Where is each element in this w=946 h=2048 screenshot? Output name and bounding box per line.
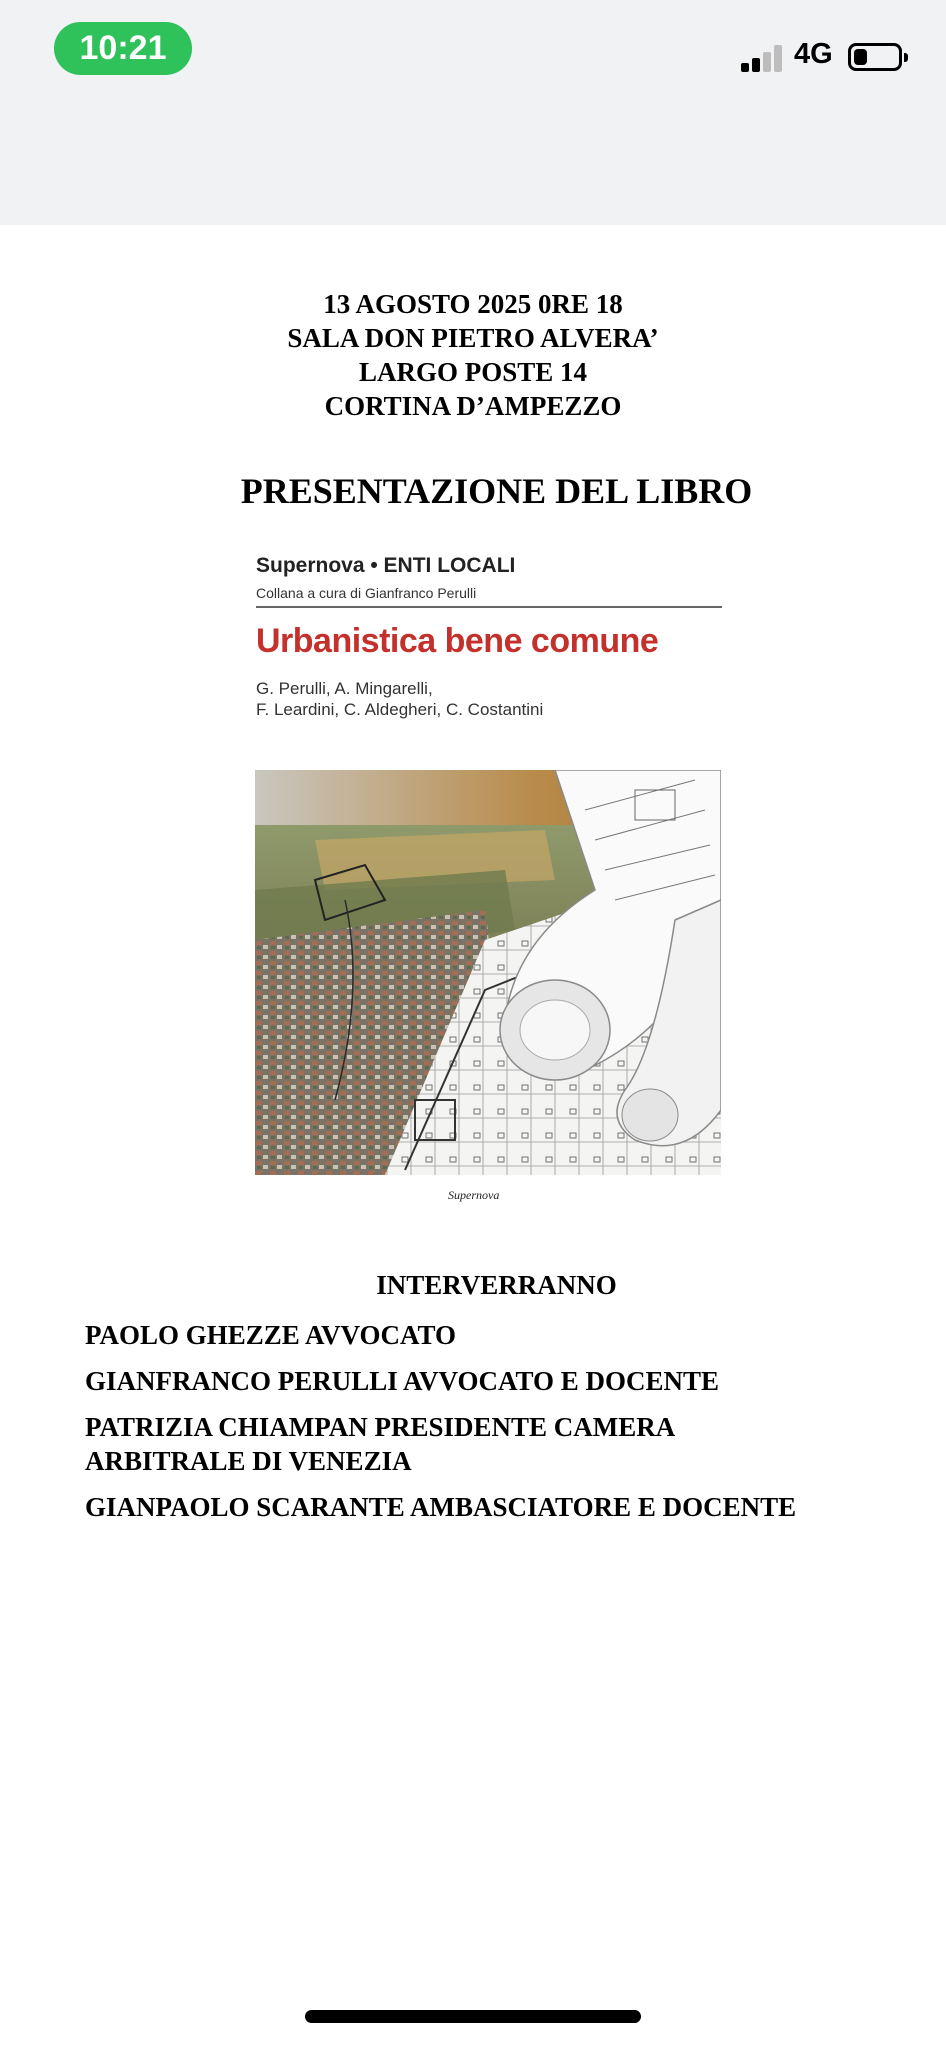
book-editor: Collana a cura di Gianfranco Perulli	[256, 585, 477, 601]
speakers-heading: INTERVERRANNO	[376, 1270, 617, 1300]
flyer-heading: PRESENTAZIONE DEL LIBRO	[240, 471, 753, 511]
home-indicator[interactable]	[305, 2010, 641, 2023]
event-details	[0, 287, 946, 423]
city-and-blueprints-illustration	[255, 770, 721, 1175]
cover-divider	[256, 606, 722, 608]
cover-illustration	[255, 770, 721, 1175]
battery-terminal	[904, 53, 908, 62]
publisher-logo: Supernova	[448, 1188, 500, 1202]
event-city: CORTINA D’AMPEZZO	[324, 391, 622, 421]
status-time[interactable]: 10:21	[54, 22, 192, 75]
speaker-item: PATRIZIA CHIAMPAN PRESIDENTE CAMERA ARBITRALE DI VENEZIA	[85, 1412, 674, 1476]
book-authors	[256, 678, 716, 720]
network-type: 4G	[794, 38, 833, 70]
book-series: Supernova • ENTI LOCALI	[256, 554, 516, 577]
status-bar	[0, 0, 946, 225]
speakers-list	[85, 1318, 915, 1536]
book-cover	[240, 530, 730, 1255]
event-venue: SALA DON PIETRO ALVERA’	[287, 323, 659, 353]
book-authors-line: G. Perulli, A. Mingarelli,	[256, 679, 433, 698]
battery-level	[854, 49, 867, 65]
cellular-signal-icon	[741, 44, 785, 72]
event-date: 13 AGOSTO 2025 0RE 18	[323, 289, 623, 319]
speaker-item: GIANPAOLO SCARANTE AMBASCIATORE E DOCENTE	[85, 1492, 797, 1522]
event-address: LARGO POSTE 14	[358, 357, 588, 387]
battery-icon	[848, 43, 902, 71]
speaker-item: PAOLO GHEZZE AVVOCATO	[85, 1320, 457, 1350]
book-authors-line: F. Leardini, C. Aldegheri, C. Costantini	[256, 700, 544, 719]
book-title: Urbanistica bene comune	[256, 622, 659, 660]
speaker-item: GIANFRANCO PERULLI AVVOCATO E DOCENTE	[85, 1366, 720, 1396]
